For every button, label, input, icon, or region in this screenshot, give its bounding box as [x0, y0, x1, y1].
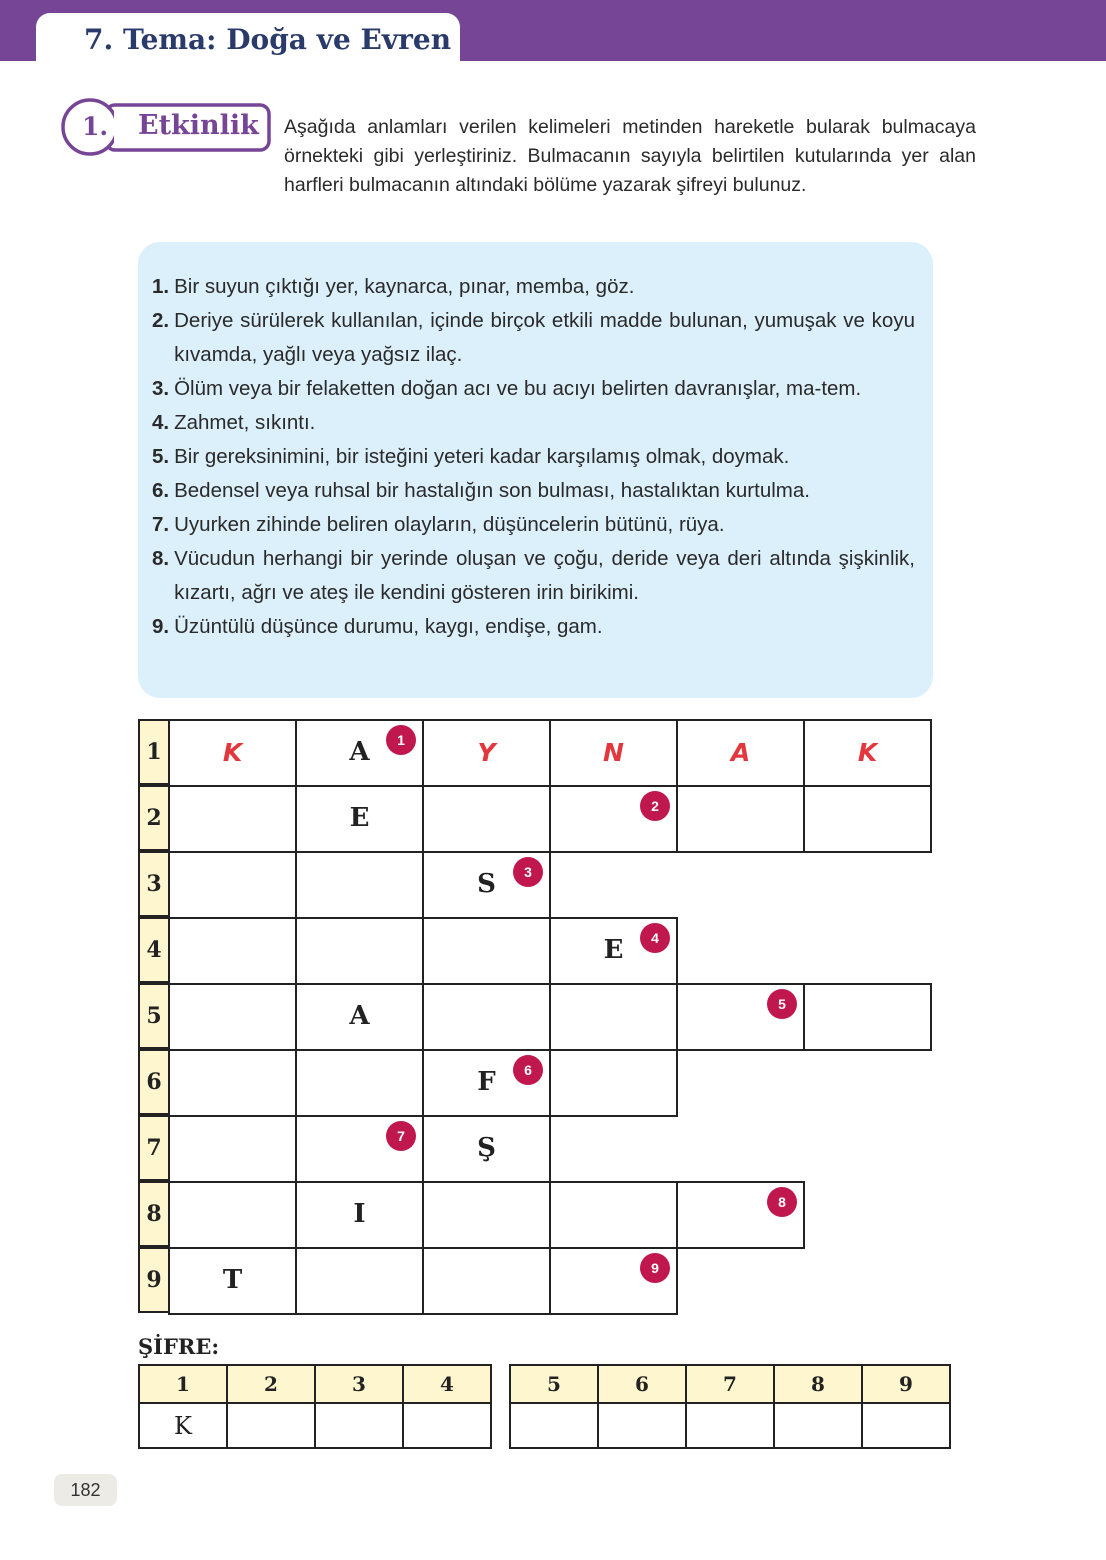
cell-letter: I: [353, 1199, 366, 1229]
cell-letter: K: [222, 737, 243, 767]
cell-letter: A: [349, 737, 370, 767]
clue-item: [152, 508, 915, 542]
crossword-cell[interactable]: [295, 1247, 424, 1315]
crossword-cell[interactable]: [549, 983, 678, 1051]
cipher-title: ŞİFRE:: [138, 1334, 220, 1359]
row-label: 7: [138, 1115, 170, 1181]
cipher-marker: 8: [767, 1187, 797, 1217]
clue-text: Üzüntülü düşünce durumu, kaygı, endişe, gam.: [174, 615, 603, 638]
cipher-marker: 3: [513, 857, 543, 887]
row-label: 9: [138, 1247, 170, 1313]
crossword-cell[interactable]: [549, 1049, 678, 1117]
cipher-answer-cell[interactable]: [227, 1403, 315, 1448]
clue-text: Uyurken zihinde beliren olayların, düşüncelerin bütünü, rüya.: [174, 513, 725, 536]
clue-text: Deriye sürülerek kullanılan, içinde birçok etkili madde bulunan, yumuşak ve koyu kıvamda, yağlı veya yağsız ilaç.: [174, 309, 915, 366]
clue-item: [152, 440, 915, 474]
crossword-cell[interactable]: [168, 1115, 297, 1183]
row-label: 2: [138, 785, 170, 851]
clue-item: [152, 406, 915, 440]
crossword-cell[interactable]: [676, 785, 805, 853]
row-label: 8: [138, 1181, 170, 1247]
crossword-cell[interactable]: [422, 1247, 551, 1315]
crossword-cell[interactable]: [295, 851, 424, 919]
clue-item: [152, 610, 915, 644]
crossword-cell[interactable]: [422, 917, 551, 985]
cipher-marker: 2: [640, 791, 670, 821]
crossword-cell[interactable]: [803, 983, 932, 1051]
crossword-cell[interactable]: [549, 1181, 678, 1249]
crossword-cell[interactable]: [168, 1049, 297, 1117]
clue-list: [152, 270, 915, 644]
cipher-header-cell: 5: [510, 1365, 598, 1403]
clue-text: Bir suyun çıktığı yer, kaynarca, pınar, memba, göz.: [174, 275, 635, 298]
crossword-cell[interactable]: [422, 983, 551, 1051]
clue-number: 8.: [152, 547, 170, 570]
cipher-answer-cell[interactable]: [315, 1403, 403, 1448]
page-title: 7. Tema: Doğa ve Evren: [84, 23, 452, 56]
cipher-marker: 4: [640, 923, 670, 953]
cell-letter: F: [477, 1067, 496, 1097]
cell-letter: A: [730, 737, 751, 767]
cipher-answer-cell[interactable]: [774, 1403, 862, 1448]
crossword-cell[interactable]: [295, 917, 424, 985]
row-label: 3: [138, 851, 170, 917]
cipher-marker: 7: [386, 1121, 416, 1151]
clue-number: 2.: [152, 309, 170, 332]
clue-number: 1.: [152, 275, 170, 298]
cell-letter: Ş: [477, 1133, 496, 1163]
clue-number: 3.: [152, 377, 170, 400]
cipher-header-cell: 4: [403, 1365, 491, 1403]
cipher-table-left: [138, 1364, 492, 1449]
clue-text: Vücudun herhangi bir yerinde oluşan ve çoğu, deride veya deri altında şişkinlik, kızartı, ağrı ve ateş ile kendini gösteren irin birikimi.: [174, 547, 915, 604]
clue-text: Zahmet, sıkıntı.: [174, 411, 316, 434]
cipher-answer-cell[interactable]: [510, 1403, 598, 1448]
clue-text: Ölüm veya bir felaketten doğan acı ve bu acıyı belirten davranışlar, ma-tem.: [174, 377, 862, 400]
activity-number: 1.: [82, 112, 109, 141]
cell-letter: S: [477, 869, 496, 899]
cipher-header-cell: 3: [315, 1365, 403, 1403]
crossword-cell[interactable]: [422, 785, 551, 853]
cipher-marker: 1: [386, 725, 416, 755]
cipher-header-cell: 1: [139, 1365, 227, 1403]
cell-letter: K: [857, 737, 878, 767]
cell-letter: N: [603, 737, 624, 767]
clue-item: [152, 372, 915, 406]
cipher-answer-cell[interactable]: [862, 1403, 950, 1448]
clue-item: [152, 542, 915, 610]
crossword-cell[interactable]: [168, 1181, 297, 1249]
crossword-cell[interactable]: [422, 1181, 551, 1249]
crossword-cell[interactable]: [168, 851, 297, 919]
clue-item: [152, 304, 915, 372]
cipher-marker: 6: [513, 1055, 543, 1085]
cipher-answer-cell[interactable]: [598, 1403, 686, 1448]
cell-letter: E: [603, 935, 624, 965]
cipher-marker: 9: [640, 1253, 670, 1283]
clue-number: 5.: [152, 445, 170, 468]
cell-letter: E: [349, 803, 370, 833]
cipher-answer-cell[interactable]: [686, 1403, 774, 1448]
cipher-marker: 5: [767, 989, 797, 1019]
cipher-header-cell: 9: [862, 1365, 950, 1403]
row-label: 6: [138, 1049, 170, 1115]
clue-number: 6.: [152, 479, 170, 502]
clue-item: [152, 270, 915, 304]
clue-text: Bedensel veya ruhsal bir hastalığın son bulması, hastalıktan kurtulma.: [174, 479, 810, 502]
cipher-header-cell: 7: [686, 1365, 774, 1403]
cipher-answer-cell[interactable]: K: [139, 1403, 227, 1448]
row-label: 1: [138, 719, 170, 785]
crossword-cell[interactable]: [295, 1049, 424, 1117]
crossword-cell[interactable]: [168, 917, 297, 985]
page-number: 182: [54, 1474, 117, 1506]
cipher-answer-cell[interactable]: [403, 1403, 491, 1448]
activity-label: Etkinlik: [138, 110, 259, 141]
row-label: 4: [138, 917, 170, 983]
cipher-table-right: [509, 1364, 951, 1449]
cipher-header-cell: 6: [598, 1365, 686, 1403]
crossword-cell[interactable]: [803, 785, 932, 853]
clue-text: Bir gereksinimini, bir isteğini yeteri kadar karşılamış olmak, doymak.: [174, 445, 790, 468]
crossword-cell[interactable]: [168, 785, 297, 853]
cell-letter: A: [349, 1001, 370, 1031]
row-label: 5: [138, 983, 170, 1049]
cell-letter: T: [222, 1265, 243, 1295]
clue-item: [152, 474, 915, 508]
clue-number: 7.: [152, 513, 170, 536]
crossword-cell[interactable]: [168, 983, 297, 1051]
clue-number: 4.: [152, 411, 170, 434]
cipher-header-cell: 2: [227, 1365, 315, 1403]
cipher-header-cell: 8: [774, 1365, 862, 1403]
clue-number: 9.: [152, 615, 170, 638]
cell-letter: Y: [477, 737, 496, 767]
activity-instruction: Aşağıda anlamları verilen kelimeleri metinden hareketle bularak bulmacaya örnekteki gibi yerleştiriniz. Bulmacanın sayıyla belirtilen kutularında yer alan harfleri bulmacanın altındaki bölüme yazarak şifreyi bulunuz.: [284, 116, 976, 196]
